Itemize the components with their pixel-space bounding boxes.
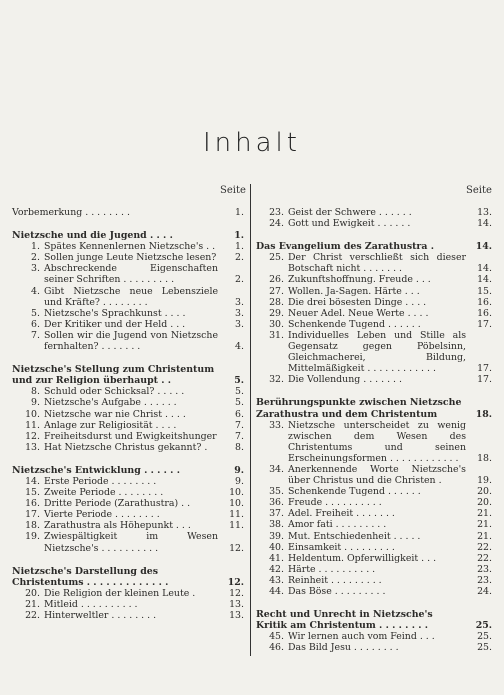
entry-number: 27.	[269, 285, 284, 297]
entry-title: Mitleid . . . . . . . . . .	[44, 598, 138, 610]
entry-title: Sollen junge Leute Nietzsche lesen?	[44, 252, 217, 264]
toc-right-column	[256, 207, 492, 653]
page-number: 25.	[477, 631, 492, 643]
toc-entry	[12, 442, 244, 453]
toc-entry	[12, 319, 244, 330]
entry-title: Vorbemerkung . . . . . . . .	[12, 207, 130, 218]
page-number: 17.	[477, 374, 492, 386]
entry-title: Hinterweltler . . . . . . . .	[44, 610, 157, 621]
entry-title: Schenkende Tugend . . . . . .	[288, 486, 421, 498]
entry-title: Zukunftshoffnung. Freude . . .	[288, 274, 431, 286]
page-number: 13.	[229, 598, 244, 610]
entry-number: 11.	[25, 419, 40, 431]
entry-number: 8.	[31, 386, 40, 398]
page-number: 12.	[229, 587, 244, 599]
toc-entry	[12, 487, 244, 498]
entry-title: Spätes Kennenlernen Nietzsche's . .	[44, 241, 216, 253]
entry-title: Freude . . . . . . . . . .	[288, 497, 382, 509]
entry-title: Nietzsche's Sprachkunst . . . .	[44, 307, 186, 319]
toc-entry	[256, 631, 492, 642]
page-number: 16.	[477, 307, 492, 319]
page-number: 21.	[477, 530, 492, 542]
toc-entry	[256, 642, 492, 653]
page-number: 18.	[475, 408, 492, 420]
toc-entry	[256, 531, 492, 542]
entry-number: 16.	[25, 498, 40, 510]
page-number: 21.	[477, 519, 492, 531]
page-number: 23.	[477, 574, 492, 586]
page-number: 5.	[235, 386, 244, 398]
toc-entry	[256, 308, 492, 319]
toc-entry	[256, 319, 492, 330]
page-number: 13.	[229, 610, 244, 621]
entry-number: 14.	[25, 475, 40, 487]
entry-title: Sollen wir die Jugend von Nietzsche fernhalten? . . . . . . .	[44, 329, 218, 353]
toc-entry	[12, 397, 244, 408]
entry-number: 38.	[269, 519, 284, 531]
entry-title: Die Vollendung . . . . . . .	[288, 374, 402, 386]
entry-number: 33.	[269, 419, 284, 431]
entry-title: Berührungspunkte zwischen Nietzsche Zarathustra und dem Christentum	[256, 397, 462, 420]
entry-number: 30.	[269, 318, 284, 330]
entry-title: Geist der Schwere . . . . . .	[288, 207, 412, 218]
entry-number: 45.	[269, 631, 284, 643]
page-number: 22.	[477, 552, 492, 564]
toc-section	[12, 230, 244, 241]
entry-number: 12.	[25, 430, 40, 442]
toc-entry	[12, 286, 244, 308]
toc-entry	[256, 286, 492, 297]
toc-entry	[12, 409, 244, 420]
entry-number: 35.	[269, 486, 284, 498]
entry-number: 44.	[269, 586, 284, 597]
entry-title: Abschreckende Eigenschaften seiner Schriften . . . . . . . . .	[44, 263, 218, 286]
entry-number: 1.	[31, 241, 40, 253]
entry-number: 10.	[25, 408, 40, 420]
toc-entry	[12, 420, 244, 431]
page-number: 3.	[235, 307, 244, 319]
toc-entry	[256, 497, 492, 508]
page-number: 3.	[235, 318, 244, 330]
entry-number: 15.	[25, 487, 40, 499]
entry-number: 9.	[31, 397, 40, 409]
toc-entry	[12, 207, 244, 218]
entry-title: Nietzsche unterscheidet zu wenig zwischen dem Wesen des Christentums und seinen Erscheinungsformen . . . . . . . . . . . .	[288, 419, 466, 464]
toc-entry	[256, 508, 492, 519]
entry-title: Gibt Nietzsche neue Lebensziele und Kräfte? . . . . . . . .	[44, 285, 218, 308]
entry-number: 6.	[31, 318, 40, 330]
entry-title: Die drei bösesten Dinge . . . .	[288, 296, 427, 308]
page-number: 17.	[477, 318, 492, 330]
page-number: 1.	[234, 230, 244, 242]
toc-entry	[12, 588, 244, 599]
entry-number: 31.	[269, 329, 284, 341]
entry-title: Der Christ verschließt sich dieser Botschaft nicht . . . . . . .	[288, 252, 466, 275]
entry-number: 34.	[269, 463, 284, 475]
entry-number: 20.	[25, 587, 40, 599]
entry-title: Zweite Periode . . . . . . . .	[44, 487, 164, 499]
toc-entry	[256, 420, 492, 464]
page-number: 24.	[477, 586, 492, 597]
entry-number: 4.	[31, 285, 40, 297]
toc-section	[256, 241, 492, 252]
page-number: 11.	[229, 509, 244, 521]
entry-title: Gott und Ewigkeit . . . . . .	[288, 218, 411, 230]
page-number: 5.	[235, 397, 244, 409]
toc-entry	[12, 520, 244, 531]
seite-label-right: Seite	[466, 185, 492, 196]
toc-entry	[12, 252, 244, 263]
page-number: 18.	[477, 452, 492, 464]
toc-entry	[12, 610, 244, 621]
entry-title: Das Evangelium des Zarathustra .	[256, 241, 434, 253]
page-number: 5.	[234, 375, 244, 387]
page-number: 14.	[477, 274, 492, 286]
page-number: 17.	[477, 363, 492, 375]
toc-entry	[256, 519, 492, 530]
entry-title: Neuer Adel. Neue Werte . . . .	[288, 307, 429, 319]
page-number: 10.	[229, 487, 244, 499]
page-number: 19.	[477, 475, 492, 487]
toc-entry	[256, 252, 492, 274]
entry-number: 2.	[31, 252, 40, 264]
page-number: 14.	[475, 241, 492, 253]
entry-title: Nietzsche's Darstellung des Christentums . . . . . . . . . . . . .	[12, 565, 169, 588]
entry-number: 46.	[269, 642, 284, 654]
seite-label-left: Seite	[220, 185, 246, 196]
entry-title: Zarathustra als Höhepunkt . . .	[44, 520, 191, 532]
page-number: 20.	[477, 486, 492, 498]
entry-title: Erste Periode . . . . . . . .	[44, 475, 157, 487]
entry-title: Hat Nietzsche Christus gekannt? .	[44, 441, 208, 453]
entry-title: Nietzsche's Aufgabe . . . . . .	[44, 397, 177, 409]
entry-title: Das Böse . . . . . . . . .	[288, 586, 386, 597]
entry-title: Wollen. Ja-Sagen. Härte . . .	[288, 285, 420, 297]
entry-number: 37.	[269, 508, 284, 520]
toc-entry	[12, 509, 244, 520]
toc-entry	[12, 308, 244, 319]
entry-title: Wir lernen auch vom Feind . . .	[288, 631, 435, 643]
entry-title: Die Religion der kleinen Leute .	[44, 587, 196, 599]
entry-number: 40.	[269, 541, 284, 553]
toc-entry	[12, 431, 244, 442]
page-number: 1.	[235, 241, 244, 253]
entry-title: Adel. Freiheit . . . . . . .	[288, 508, 395, 520]
entry-title: Härte . . . . . . . . . .	[288, 563, 376, 575]
entry-number: 17.	[25, 509, 40, 521]
toc-entry	[12, 531, 244, 553]
page-number: 6.	[235, 408, 244, 420]
entry-number: 22.	[25, 610, 40, 621]
toc-entry	[256, 586, 492, 597]
toc-entry	[12, 386, 244, 397]
entry-title: Recht und Unrecht in Nietzsche's Kritik am Christentum . . . . . . . .	[256, 609, 433, 632]
page-number: 7.	[235, 419, 244, 431]
page-number: 15.	[477, 285, 492, 297]
toc-left-column	[12, 207, 244, 621]
page-number: 8.	[235, 441, 244, 453]
page-number: 25.	[475, 620, 492, 632]
toc-entry	[12, 330, 244, 352]
page-number: 9.	[234, 464, 244, 476]
page-number: 9.	[235, 475, 244, 487]
toc-entry	[256, 297, 492, 308]
entry-title: Zwiespältigkeit im Wesen Nietzsche's . . . . . . . . . .	[44, 531, 218, 554]
page-number: 16.	[477, 296, 492, 308]
entry-number: 3.	[31, 263, 40, 275]
entry-number: 26.	[269, 274, 284, 286]
toc-section	[12, 566, 244, 588]
toc-section	[256, 609, 492, 631]
page-number: 21.	[477, 508, 492, 520]
entry-number: 43.	[269, 574, 284, 586]
entry-number: 7.	[31, 329, 40, 341]
entry-number: 32.	[269, 374, 284, 386]
toc-entry	[12, 498, 244, 509]
entry-number: 25.	[269, 252, 284, 264]
entry-number: 42.	[269, 563, 284, 575]
entry-number: 5.	[31, 307, 40, 319]
page-number: 2.	[235, 274, 244, 286]
column-divider	[250, 184, 251, 656]
entry-title: Mut. Entschiedenheit . . . . .	[288, 530, 421, 542]
toc-entry	[256, 486, 492, 497]
entry-number: 13.	[25, 441, 40, 453]
page-number: 11.	[229, 520, 244, 532]
toc-entry	[12, 476, 244, 487]
entry-title: Schenkende Tugend . . . . . .	[288, 318, 421, 330]
page-number: 22.	[477, 541, 492, 553]
entry-title: Nietzsche und die Jugend . . . .	[12, 230, 173, 242]
entry-number: 41.	[269, 552, 284, 564]
toc-entry	[256, 464, 492, 486]
page-number: 7.	[235, 430, 244, 442]
page-number: 14.	[477, 263, 492, 275]
entry-title: Dritte Periode (Zarathustra) . .	[44, 498, 191, 510]
toc-section	[256, 397, 492, 419]
page-number: 10.	[229, 498, 244, 510]
page-number: 3.	[235, 296, 244, 308]
entry-title: Anlage zur Religiosität . . . .	[44, 419, 177, 431]
entry-number: 23.	[269, 207, 284, 218]
page-number: 23.	[477, 563, 492, 575]
toc-entry	[256, 218, 492, 229]
page-number: 12.	[229, 542, 244, 554]
toc-section	[12, 465, 244, 476]
entry-title: Der Kritiker und der Held . . .	[44, 318, 186, 330]
entry-number: 36.	[269, 497, 284, 509]
entry-title: Vierte Periode . . . . . . . .	[44, 509, 160, 521]
entry-number: 29.	[269, 307, 284, 319]
toc-entry	[256, 575, 492, 586]
page-number: 1.	[235, 207, 244, 218]
toc-entry	[256, 564, 492, 575]
page-number: 4.	[235, 341, 244, 353]
entry-title: Nietzsche's Entwicklung . . . . . .	[12, 464, 180, 476]
entry-title: Einsamkeit . . . . . . . . .	[288, 541, 395, 553]
toc-entry	[12, 599, 244, 610]
entry-title: Anerkennende Worte Nietzsche's über Christus und die Christen .	[288, 463, 466, 487]
page-number: 14.	[477, 218, 492, 230]
entry-number: 24.	[269, 218, 284, 230]
entry-title: Nietzsche war nie Christ . . . .	[44, 408, 186, 420]
page-number: 12.	[227, 576, 244, 588]
toc-entry	[256, 374, 492, 385]
page-number: 13.	[477, 207, 492, 218]
entry-number: 19.	[25, 531, 40, 543]
entry-title: Amor fati . . . . . . . . .	[288, 519, 387, 531]
toc-entry	[12, 241, 244, 252]
entry-number: 39.	[269, 530, 284, 542]
entry-title: Schuld oder Schicksal? . . . . .	[44, 386, 185, 398]
toc-entry	[256, 542, 492, 553]
page-title: Inhalt	[203, 128, 301, 158]
entry-number: 28.	[269, 296, 284, 308]
page-number: 20.	[477, 497, 492, 509]
entry-title: Das Bild Jesu . . . . . . . .	[288, 642, 399, 654]
toc-entry	[256, 274, 492, 285]
toc-entry	[256, 553, 492, 564]
entry-title: Reinheit . . . . . . . . .	[288, 574, 382, 586]
toc-entry	[12, 263, 244, 285]
entry-number: 21.	[25, 598, 40, 610]
entry-title: Nietzsche's Stellung zum Christentum und zur Religion überhaupt . .	[12, 364, 215, 387]
page-number: 2.	[235, 252, 244, 264]
toc-entry	[256, 330, 492, 374]
entry-title: Heldentum. Opferwilligkeit . . .	[288, 552, 437, 564]
toc-entry	[256, 207, 492, 218]
toc-section	[12, 364, 244, 386]
entry-title: Individuelles Leben und Stille als Gegensatz gegen Pöbelsinn, Gleichmacherei, Bildung, Mittelmäßigkeit . . . . . . . . . . . .	[288, 329, 466, 375]
entry-number: 18.	[25, 520, 40, 532]
entry-title: Freiheitsdurst und Ewigkeitshunger	[44, 430, 217, 442]
page-number: 25.	[477, 642, 492, 654]
